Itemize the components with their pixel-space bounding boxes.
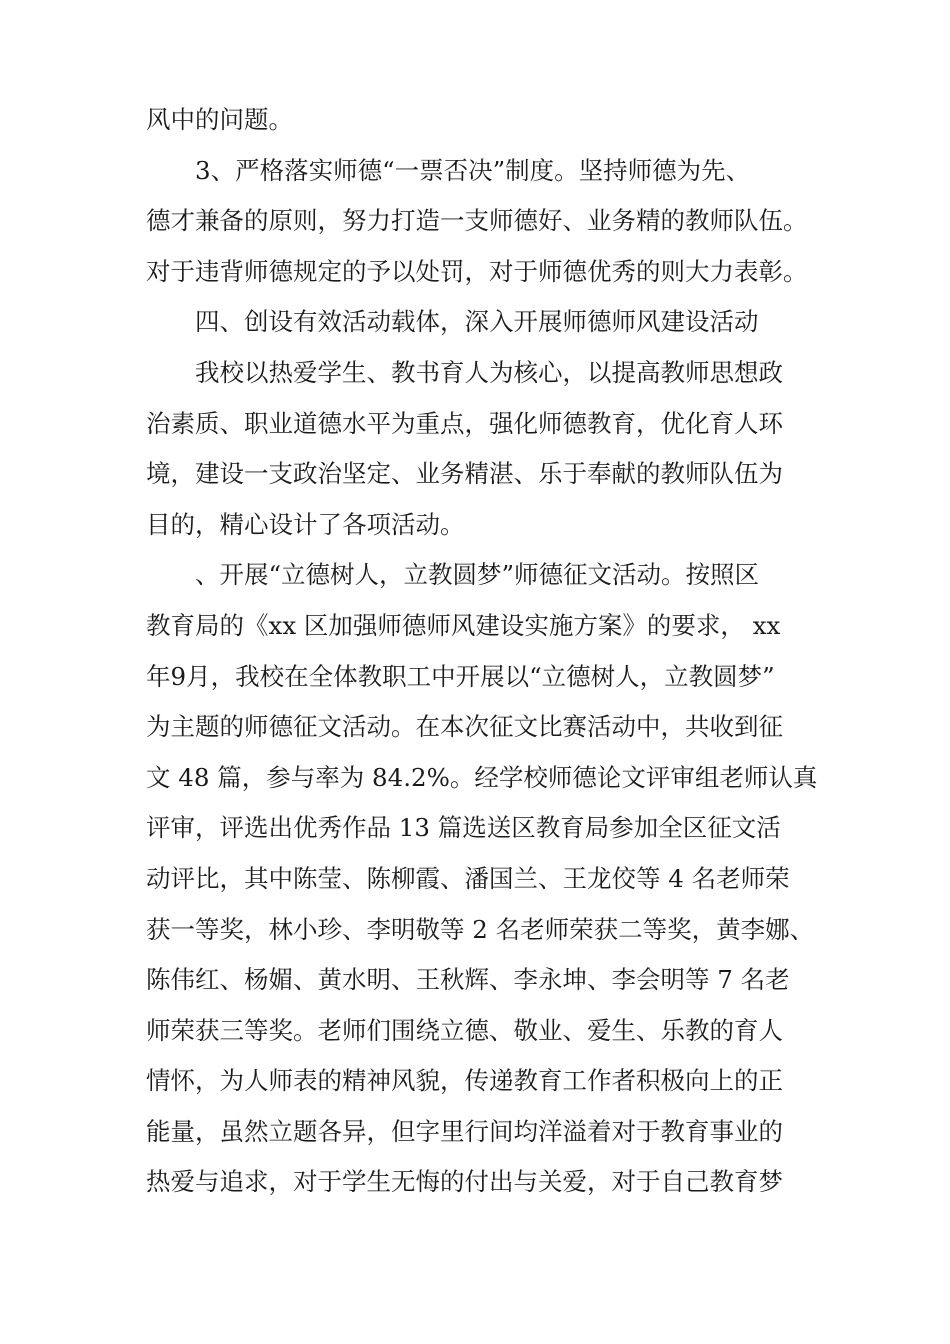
text-line: 目的，精心设计了各项活动。 xyxy=(146,509,465,539)
text-line: 陈伟红、杨媚、黄水明、王秋辉、李永坤、李会明等 7 名老 xyxy=(146,965,790,995)
text-line: 情怀，为人师表的精神风貌，传递教育工作者积极向上的正 xyxy=(146,1066,783,1096)
text-line: 能量，虽然立题各异，但字里行间均洋溢着对于教育事业的 xyxy=(146,1116,783,1146)
text-line: 教育局的《xx 区加强师德师风建设实施方案》的要求， xx xyxy=(146,610,781,640)
text-line: 我校以热爱学生、教书育人为核心，以提高教师思想政 xyxy=(195,357,783,387)
text-line: 德才兼备的原则，努力打造一支师德好、业务精的教师队伍。 xyxy=(146,206,808,236)
text-line: 师荣获三等奖。老师们围绕立德、敬业、爱生、乐教的育人 xyxy=(146,1015,783,1045)
text-line: 对于违背师德规定的予以处罚，对于师德优秀的则大力表彰。 xyxy=(146,256,808,286)
text-line: 为主题的师德征文活动。在本次征文比赛活动中，共收到征 xyxy=(146,712,783,742)
text-line: 获一等奖，林小珍、李明敬等 2 名老师荣获二等奖，黄李娜、 xyxy=(146,914,815,944)
text-line: 治素质、职业道德水平为重点，强化师德教育，优化育人环 xyxy=(146,408,783,438)
document-body xyxy=(146,95,818,1208)
text-line: 动评比，其中陈莹、陈柳霞、潘国兰、王龙佼等 4 名老师荣 xyxy=(146,863,790,893)
section-heading: 四、创设有效活动载体，深入开展师德师风建设活动 xyxy=(195,307,759,337)
text-line: 文 48 篇，参与率为 84.2%。经学校师德论文评审组老师认真 xyxy=(146,762,818,792)
text-line: 、开展“立德树人，立教圆梦”师德征文活动。按照区 xyxy=(195,560,760,590)
text-line: 境，建设一支政治坚定、业务精湛、乐于奉献的教师队伍为 xyxy=(146,459,783,489)
text-line: 年9月，我校在全体教职工中开展以“立德树人，立教圆梦” xyxy=(146,661,775,691)
text-line: 评审，评选出优秀作品 13 篇选送区教育局参加全区征文活 xyxy=(146,813,781,843)
text-line: 热爱与追求，对于学生无悔的付出与关爱，对于自己教育梦 xyxy=(146,1167,783,1197)
text-line: 风中的问题。 xyxy=(146,105,293,134)
text-line: 3、严格落实师德“一票否决”制度。坚持师德为先、 xyxy=(195,155,751,185)
